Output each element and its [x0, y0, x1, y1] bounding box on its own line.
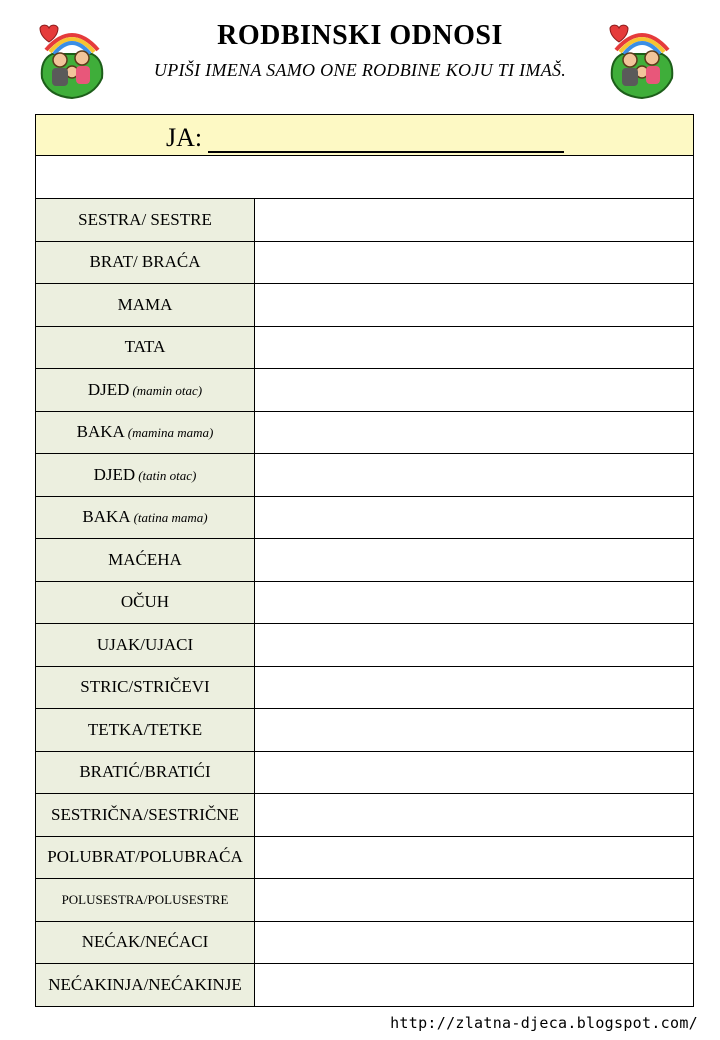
relative-label: MAMA [117, 294, 173, 314]
relative-label: STRIC/STRIČEVI [80, 677, 210, 697]
relative-label-cell [36, 836, 255, 879]
relative-label: TETKA/TETKE [87, 719, 203, 739]
blank-row [36, 156, 694, 199]
relative-label: MAĆEHA [108, 549, 182, 569]
relative-label-cell [36, 581, 255, 624]
relatives-table [35, 114, 694, 1007]
relative-name-field[interactable] [255, 709, 694, 752]
relative-note: (mamina mama) [127, 425, 214, 441]
table-row [36, 284, 694, 327]
relative-label-cell [36, 794, 255, 837]
relative-label: SESTRIČNA/SESTRIČNE [51, 804, 239, 824]
page-title: RODBINSKI ODNOSI [217, 20, 503, 51]
relative-name-field[interactable] [255, 199, 694, 242]
relative-name-field[interactable] [255, 454, 694, 497]
relative-label: POLUSESTRA/POLUSESTRE [61, 891, 229, 907]
table-row [36, 624, 694, 667]
relative-note: (mamin otac) [132, 382, 203, 398]
relative-label-cell [36, 879, 255, 922]
relative-label: NEĆAKINJA/NEĆAKINJE [48, 974, 242, 994]
table-row [36, 879, 694, 922]
table-row [36, 411, 694, 454]
relative-name-field[interactable] [255, 921, 694, 964]
ja-row [36, 115, 694, 156]
table-row [36, 666, 694, 709]
relative-label-cell [36, 539, 255, 582]
relative-label-cell [36, 751, 255, 794]
relative-name-field[interactable] [255, 539, 694, 582]
relative-label: POLUBRAT/POLUBRAĆA [47, 847, 243, 867]
table-row [36, 794, 694, 837]
table-row [36, 581, 694, 624]
relative-label-cell [36, 921, 255, 964]
ja-cell[interactable] [36, 115, 694, 156]
relative-label-cell [36, 241, 255, 284]
relative-name-field[interactable] [255, 964, 694, 1007]
family-clipart-icon [604, 20, 680, 102]
relative-label-cell [36, 964, 255, 1007]
relative-label-cell [36, 284, 255, 327]
table-row [36, 539, 694, 582]
relative-name-field[interactable] [255, 411, 694, 454]
table-row [36, 751, 694, 794]
relative-name-field[interactable] [255, 326, 694, 369]
table-row [36, 709, 694, 752]
relative-note: (tatina mama) [133, 510, 208, 526]
table-row [36, 369, 694, 412]
relative-label-cell [36, 369, 255, 412]
relative-label: NEĆAK/NEĆACI [81, 932, 209, 952]
page-subtitle: UPIŠI IMENA SAMO ONE RODBINE KOJU TI IMAŠ. [153, 60, 567, 80]
relative-name-field[interactable] [255, 581, 694, 624]
relative-note: (tatin otac) [138, 467, 197, 483]
relative-label: BRAT/ BRAĆA [89, 252, 201, 272]
relative-label: BRATIĆ/BRATIĆI [79, 762, 211, 782]
relative-label: SESTRA/ SESTRE [78, 209, 212, 229]
relative-label-cell [36, 496, 255, 539]
relative-name-field[interactable] [255, 836, 694, 879]
relative-label-cell [36, 411, 255, 454]
relative-name-field[interactable] [255, 369, 694, 412]
relative-name-field[interactable] [255, 751, 694, 794]
ja-label: JA: [166, 123, 203, 152]
relative-name-field[interactable] [255, 624, 694, 667]
table-row [36, 964, 694, 1007]
relative-label-cell [36, 666, 255, 709]
relative-name-field[interactable] [255, 241, 694, 284]
footer-url: http://zlatna-djeca.blogspot.com/ [390, 1014, 698, 1032]
blank-cell[interactable] [36, 156, 694, 199]
relative-label: DJED [93, 464, 136, 484]
relative-label: BAKA [82, 507, 131, 527]
relative-label-cell [36, 454, 255, 497]
relative-label-cell [36, 709, 255, 752]
table-row [36, 921, 694, 964]
table-row [36, 836, 694, 879]
relative-name-field[interactable] [255, 879, 694, 922]
relative-label: DJED [87, 379, 130, 399]
relative-label-cell [36, 326, 255, 369]
table-row [36, 241, 694, 284]
relative-name-field[interactable] [255, 496, 694, 539]
relative-label: UJAK/UJACI [96, 634, 194, 654]
relative-label-cell [36, 199, 255, 242]
relative-name-field[interactable] [255, 666, 694, 709]
table-row [36, 326, 694, 369]
table-row [36, 496, 694, 539]
relative-name-field[interactable] [255, 794, 694, 837]
table-row [36, 199, 694, 242]
relative-label-cell [36, 624, 255, 667]
relative-label: OČUH [120, 592, 170, 612]
table-row [36, 454, 694, 497]
relative-name-field[interactable] [255, 284, 694, 327]
relative-label: TATA [124, 337, 166, 357]
ja-name-line[interactable] [208, 125, 564, 153]
page-header [0, 0, 720, 112]
relative-label: BAKA [76, 422, 125, 442]
